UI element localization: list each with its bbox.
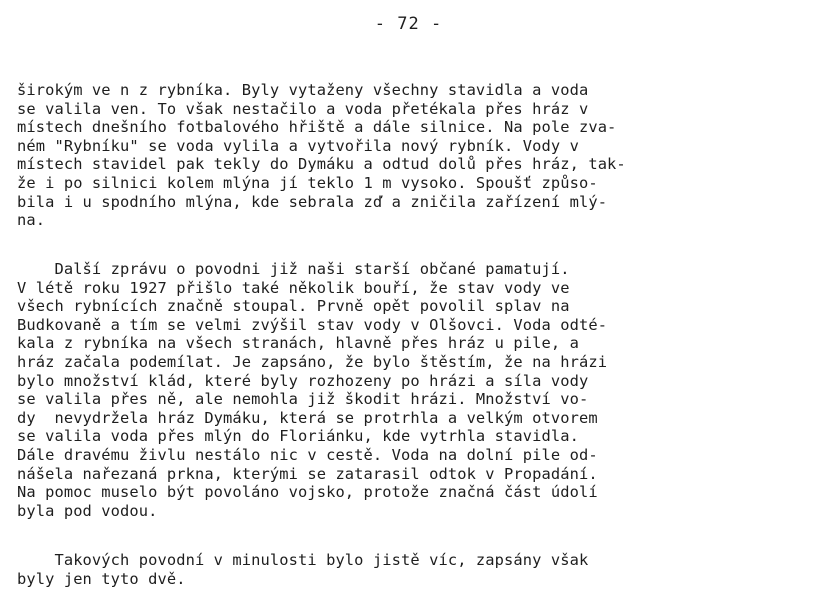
text-line: kala z rybníka na všech stranách, hlavně přes hráz u pile, a	[17, 334, 579, 353]
text-line: Na pomoc muselo být povoláno vojsko, protože značná část údolí	[17, 483, 598, 502]
text-line: Budkovaně a tím se velmi zvýšil stav vody v Olšovci. Voda odté-	[17, 315, 608, 334]
text-line: ném "Rybníku" se voda vylila a vytvořila nový rybník. Vody v	[17, 136, 579, 155]
text-line: Další zprávu o povodni již naši starší občané pamatují.	[17, 260, 570, 278]
text-line: V létě roku 1927 přišlo také několik bouří, že stav vody ve	[17, 278, 570, 297]
paragraph-3	[17, 551, 807, 588]
paragraph-1	[17, 81, 807, 230]
text-line: všech rybnících značně stoupal. Prvně opět povolil splav na	[17, 297, 570, 316]
text-line: na.	[17, 211, 46, 230]
text-line: Dále dravému živlu nestálo nic v cestě. Voda na dolní pile od-	[17, 445, 598, 464]
text-line: že i po silnici kolem mlýna jí teklo 1 m vysoko. Spoušť způso-	[17, 173, 598, 192]
text-line: širokým ve n z rybníka. Byly vytaženy všechny stavidla a voda	[17, 81, 589, 99]
text-line: místech dnešního fotbalového hřiště a dále silnice. Na pole zva-	[17, 118, 617, 137]
text-line: se valila voda přes mlýn do Floriánku, kde vytrhla stavidla.	[17, 427, 579, 446]
text-line: se valila ven. To však nestačilo a voda přetékala přes hráz v	[17, 99, 589, 118]
text-line: bila i u spodního mlýna, kde sebrala zď a zničila zařízení mlý-	[17, 192, 608, 211]
paragraph-2	[17, 260, 807, 520]
text-line: Takových povodní v minulosti bylo jistě víc, zapsány však	[17, 551, 589, 569]
text-line: bylo množství klád, které byly rozhozeny po hrázi a síla vody	[17, 371, 589, 390]
text-line: se valila přes ně, ale nemohla již škodit hrázi. Množství vo-	[17, 390, 589, 409]
text-line: nášela nařezaná prkna, kterými se zatarasil odtok v Propadání.	[17, 464, 598, 483]
page-number: - 72 -	[374, 14, 443, 34]
text-line: místech stavidel pak tekly do Dymáku a odtud dolů přes hráz, tak-	[17, 155, 626, 174]
text-line: byla pod vodou.	[17, 501, 158, 520]
text-line: hráz začala podemílat. Je zapsáno, že bylo štěstím, že na hrázi	[17, 352, 608, 371]
text-line: dy nevydržela hráz Dymáku, která se protrhla a velkým otvorem	[17, 408, 598, 427]
text-line: byly jen tyto dvě.	[17, 569, 186, 588]
